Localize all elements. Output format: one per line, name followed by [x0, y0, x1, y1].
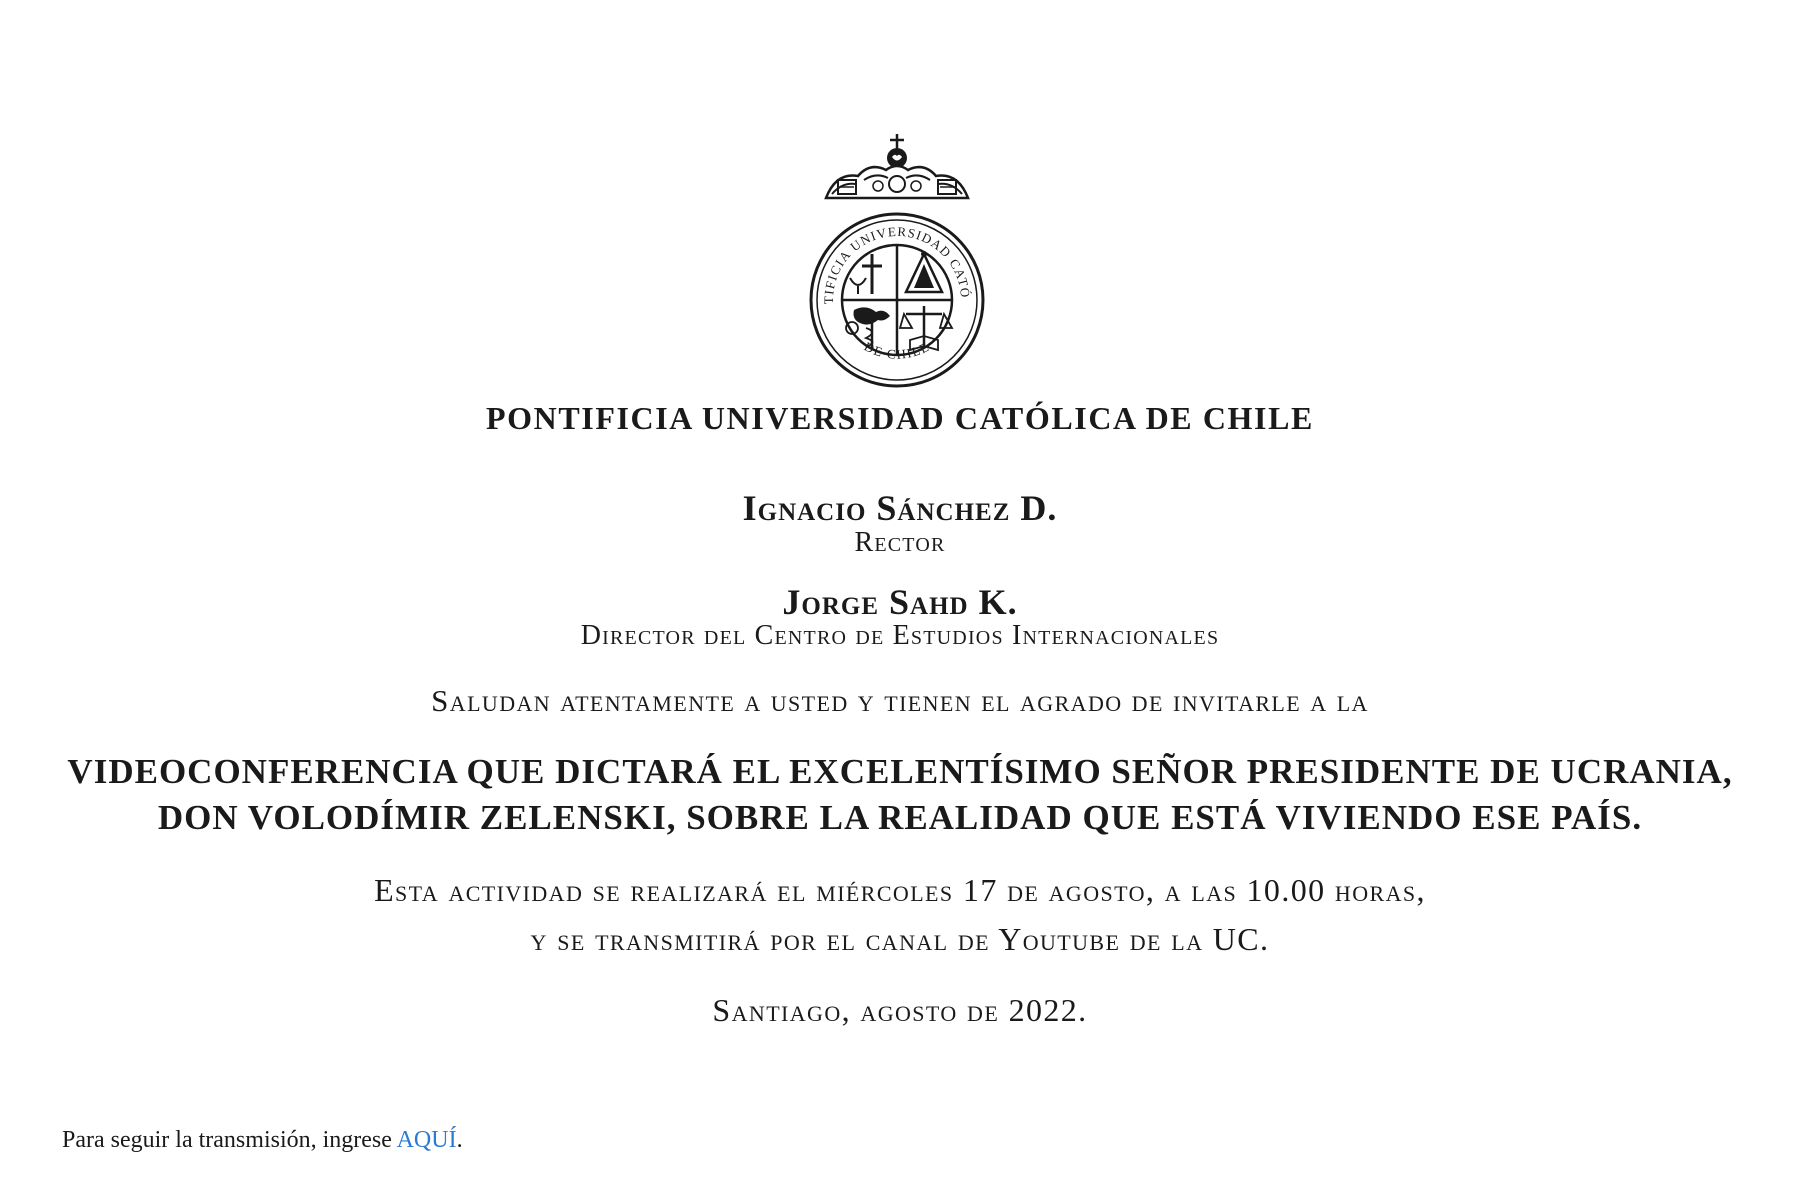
event-details-line-1: Esta actividad se realizará el miércoles 17 de agosto, a las 10.00 horas, — [374, 872, 1426, 908]
event-details-line-2: y se transmitirá por el canal de Youtube de la UC. — [530, 921, 1270, 957]
director-name: Jorge Sahd K. — [782, 582, 1018, 622]
greeting-text: Saludan atentamente a usted y tienen el agrado de invitarle a la — [431, 683, 1369, 718]
footer-note — [62, 1127, 463, 1154]
stream-link[interactable]: AQUÍ — [396, 1127, 457, 1153]
seal-ring-bottom-text: DE CHILE — [861, 338, 933, 362]
rector-role: Rector — [854, 527, 946, 558]
closing-place-date: Santiago, agosto de 2022. — [712, 992, 1088, 1028]
director-role: Director del Centro de Estudios Internacionales — [580, 620, 1220, 651]
event-headline-line-2: DON VOLODÍMIR ZELENSKI, SOBRE LA REALIDAD QUE ESTÁ VIVIENDO ESE PAÍS. — [157, 798, 1643, 837]
event-headline-line-1: VIDEOCONFERENCIA QUE DICTARÁ EL EXCELENTÍSIMO SEÑOR PRESIDENTE DE UCRANIA, — [67, 752, 1733, 791]
university-name: PONTIFICIA UNIVERSIDAD CATÓLICA DE CHILE — [486, 400, 1314, 436]
seal-ring-top-text: TIFICIA UNIVERSIDAD CATÓ — [820, 223, 974, 305]
university-seal-icon — [806, 132, 988, 392]
footer-text: Para seguir la transmisión, ingrese — [62, 1127, 397, 1153]
rector-name: Ignacio Sánchez D. — [742, 488, 1058, 528]
footer-suffix: . — [456, 1127, 463, 1153]
